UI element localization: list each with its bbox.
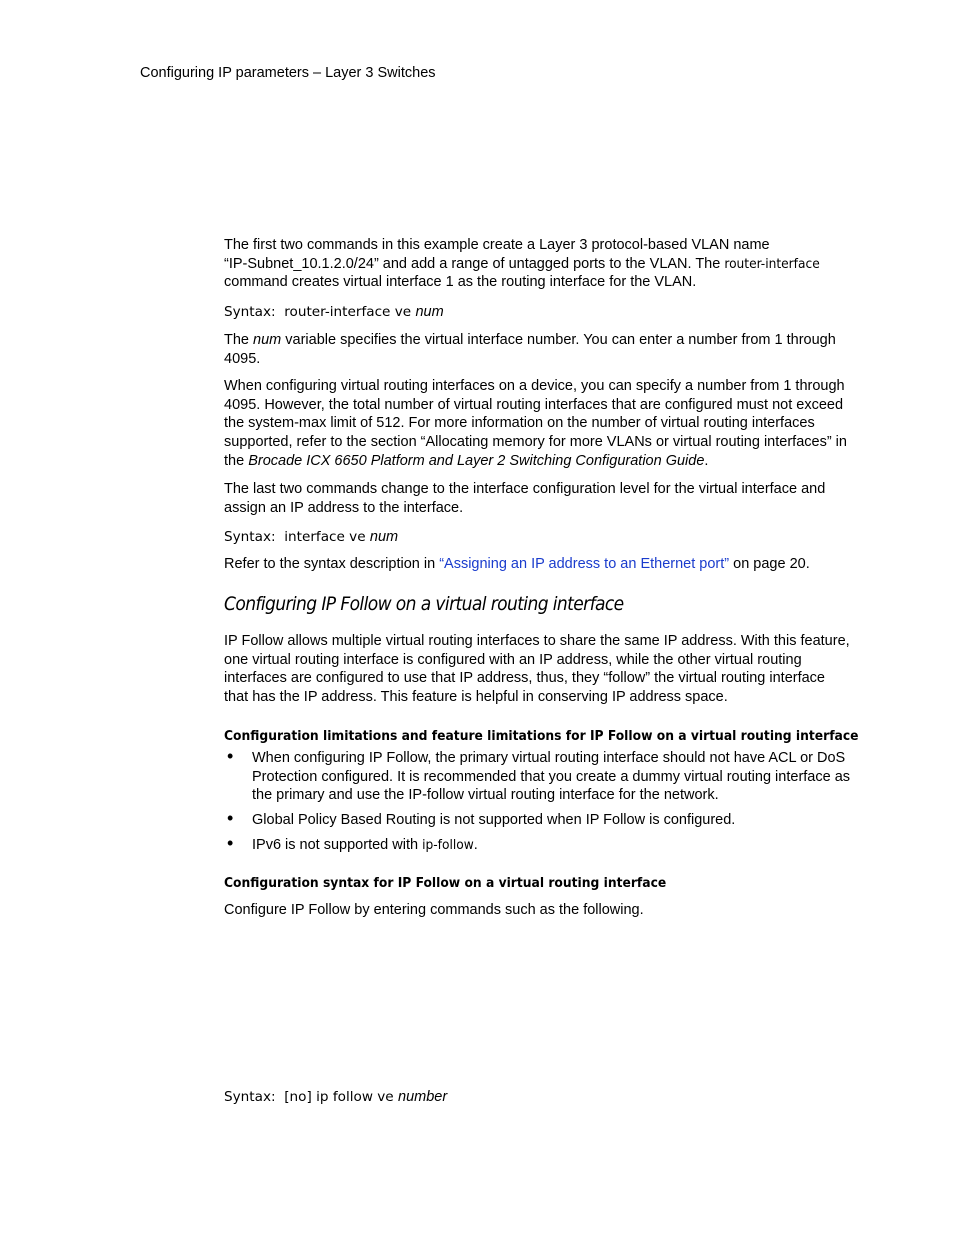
text-span: the bbox=[224, 452, 249, 469]
text-line bbox=[252, 836, 872, 855]
text-line: the system-max limit of 512. For more information on the number of virtual routing interfaces bbox=[224, 415, 815, 432]
running-header: Configuring IP parameters – Layer 3 Switches bbox=[140, 65, 436, 81]
text-line bbox=[224, 452, 872, 471]
text-line: one virtual routing interface is configured with an IP address, while the other virtual routing bbox=[224, 651, 802, 668]
text-span: The bbox=[224, 332, 254, 348]
text-line bbox=[224, 331, 872, 350]
syntax-optional-keyword: no bbox=[289, 1089, 307, 1105]
cross-reference-link[interactable]: “Assigning an IP address to an Ethernet port” bbox=[439, 556, 730, 572]
syntax-param: num bbox=[415, 304, 444, 320]
paragraph-system-max bbox=[224, 377, 872, 471]
text-line: 4095. However, the total number of virtual routing interfaces that are configured must not exceed bbox=[224, 396, 844, 413]
text-span: Refer to the syntax description in bbox=[224, 556, 440, 572]
text-line: 4095. bbox=[224, 350, 261, 367]
syntax-command: router-interface ve bbox=[284, 304, 412, 320]
text-line: the primary and use the IP-follow virtual routing interface for the network. bbox=[252, 787, 719, 804]
paragraph-vlan-example bbox=[224, 236, 872, 292]
bracket: ] bbox=[306, 1089, 312, 1105]
list-item bbox=[224, 746, 872, 806]
syntax-param: number bbox=[398, 1089, 448, 1105]
syntax-label: Syntax: bbox=[224, 529, 276, 545]
syntax-command: ip follow ve bbox=[316, 1089, 394, 1105]
guide-title: Brocade ICX 6650 Platform and Layer 2 Switching Configuration Guide bbox=[248, 452, 705, 469]
bullet-marker: • bbox=[227, 808, 234, 828]
text-line: supported, refer to the section “Allocating memory for more VLANs or virtual routing interfaces” in bbox=[224, 434, 847, 451]
text-line: interfaces are configured to use that IP address, thus, they “follow” the virtual routing interface bbox=[224, 670, 825, 687]
syntax-label: Syntax: bbox=[224, 304, 276, 320]
paragraph-last-two-commands bbox=[224, 480, 872, 517]
text-line: When configuring IP Follow, the primary virtual routing interface should not have ACL or DoS bbox=[252, 750, 846, 766]
text-line: Configure IP Follow by entering commands such as the following. bbox=[224, 902, 644, 918]
subsection-heading-syntax: Configuration syntax for IP Follow on a virtual routing interface bbox=[224, 875, 667, 891]
syntax-param: num bbox=[369, 529, 399, 545]
text-line: Protection configured. It is recommended that you create a dummy virtual routing interface as bbox=[252, 768, 851, 785]
paragraph-ip-follow-intro bbox=[224, 632, 872, 707]
text-line: assign an IP address to the interface. bbox=[224, 499, 464, 516]
syntax-ip-follow bbox=[224, 1088, 872, 1107]
text-line: command creates virtual interface 1 as the routing interface for the VLAN. bbox=[224, 274, 697, 291]
bullet-marker: • bbox=[227, 833, 234, 853]
text-span: . bbox=[473, 837, 478, 853]
text-line: that has the IP address. This feature is helpful in conserving IP address space. bbox=[224, 689, 728, 706]
list-item bbox=[224, 833, 872, 855]
text-line: The last two commands change to the interface configuration level for the virtual interface and bbox=[224, 481, 826, 497]
paragraph-configure-intro bbox=[224, 901, 872, 920]
text-span: . bbox=[704, 452, 709, 469]
bracket: [ bbox=[284, 1089, 290, 1105]
text-line: When configuring virtual routing interfaces on a device, you can specify a number from 1 through bbox=[224, 378, 845, 394]
syntax-interface-ve bbox=[224, 528, 872, 547]
list-item bbox=[224, 808, 872, 830]
command-keyword: ip-follow bbox=[422, 837, 474, 853]
text-line bbox=[224, 255, 872, 274]
text-span: IPv6 is not supported with bbox=[252, 837, 423, 853]
text-line: Global Policy Based Routing is not supported when IP Follow is configured. bbox=[252, 812, 736, 828]
paragraph-num-variable bbox=[224, 331, 872, 368]
paragraph-refer-syntax bbox=[224, 555, 872, 574]
syntax-router-interface bbox=[224, 303, 872, 322]
text-line: IP Follow allows multiple virtual routing interfaces to share the same IP address. With this feature, bbox=[224, 633, 850, 649]
bullet-marker: • bbox=[227, 746, 234, 766]
param-name: num bbox=[253, 332, 282, 348]
subsection-heading-limitations: Configuration limitations and feature limitations for IP Follow on a virtual routing interface bbox=[224, 728, 859, 744]
syntax-command: interface ve bbox=[284, 529, 366, 545]
text-span: “IP-Subnet_10.1.2.0/24” and add a range of untagged ports to the VLAN. The bbox=[224, 255, 725, 272]
command-keyword: router-interface bbox=[724, 255, 820, 272]
text-line: The first two commands in this example create a Layer 3 protocol-based VLAN name bbox=[224, 237, 770, 253]
syntax-label: Syntax: bbox=[224, 1089, 276, 1105]
section-heading: Configuring IP Follow on a virtual routing interface bbox=[224, 593, 624, 615]
text-span: on page 20. bbox=[729, 556, 810, 572]
text-span: variable specifies the virtual interface number. You can enter a number from 1 through bbox=[281, 332, 836, 348]
